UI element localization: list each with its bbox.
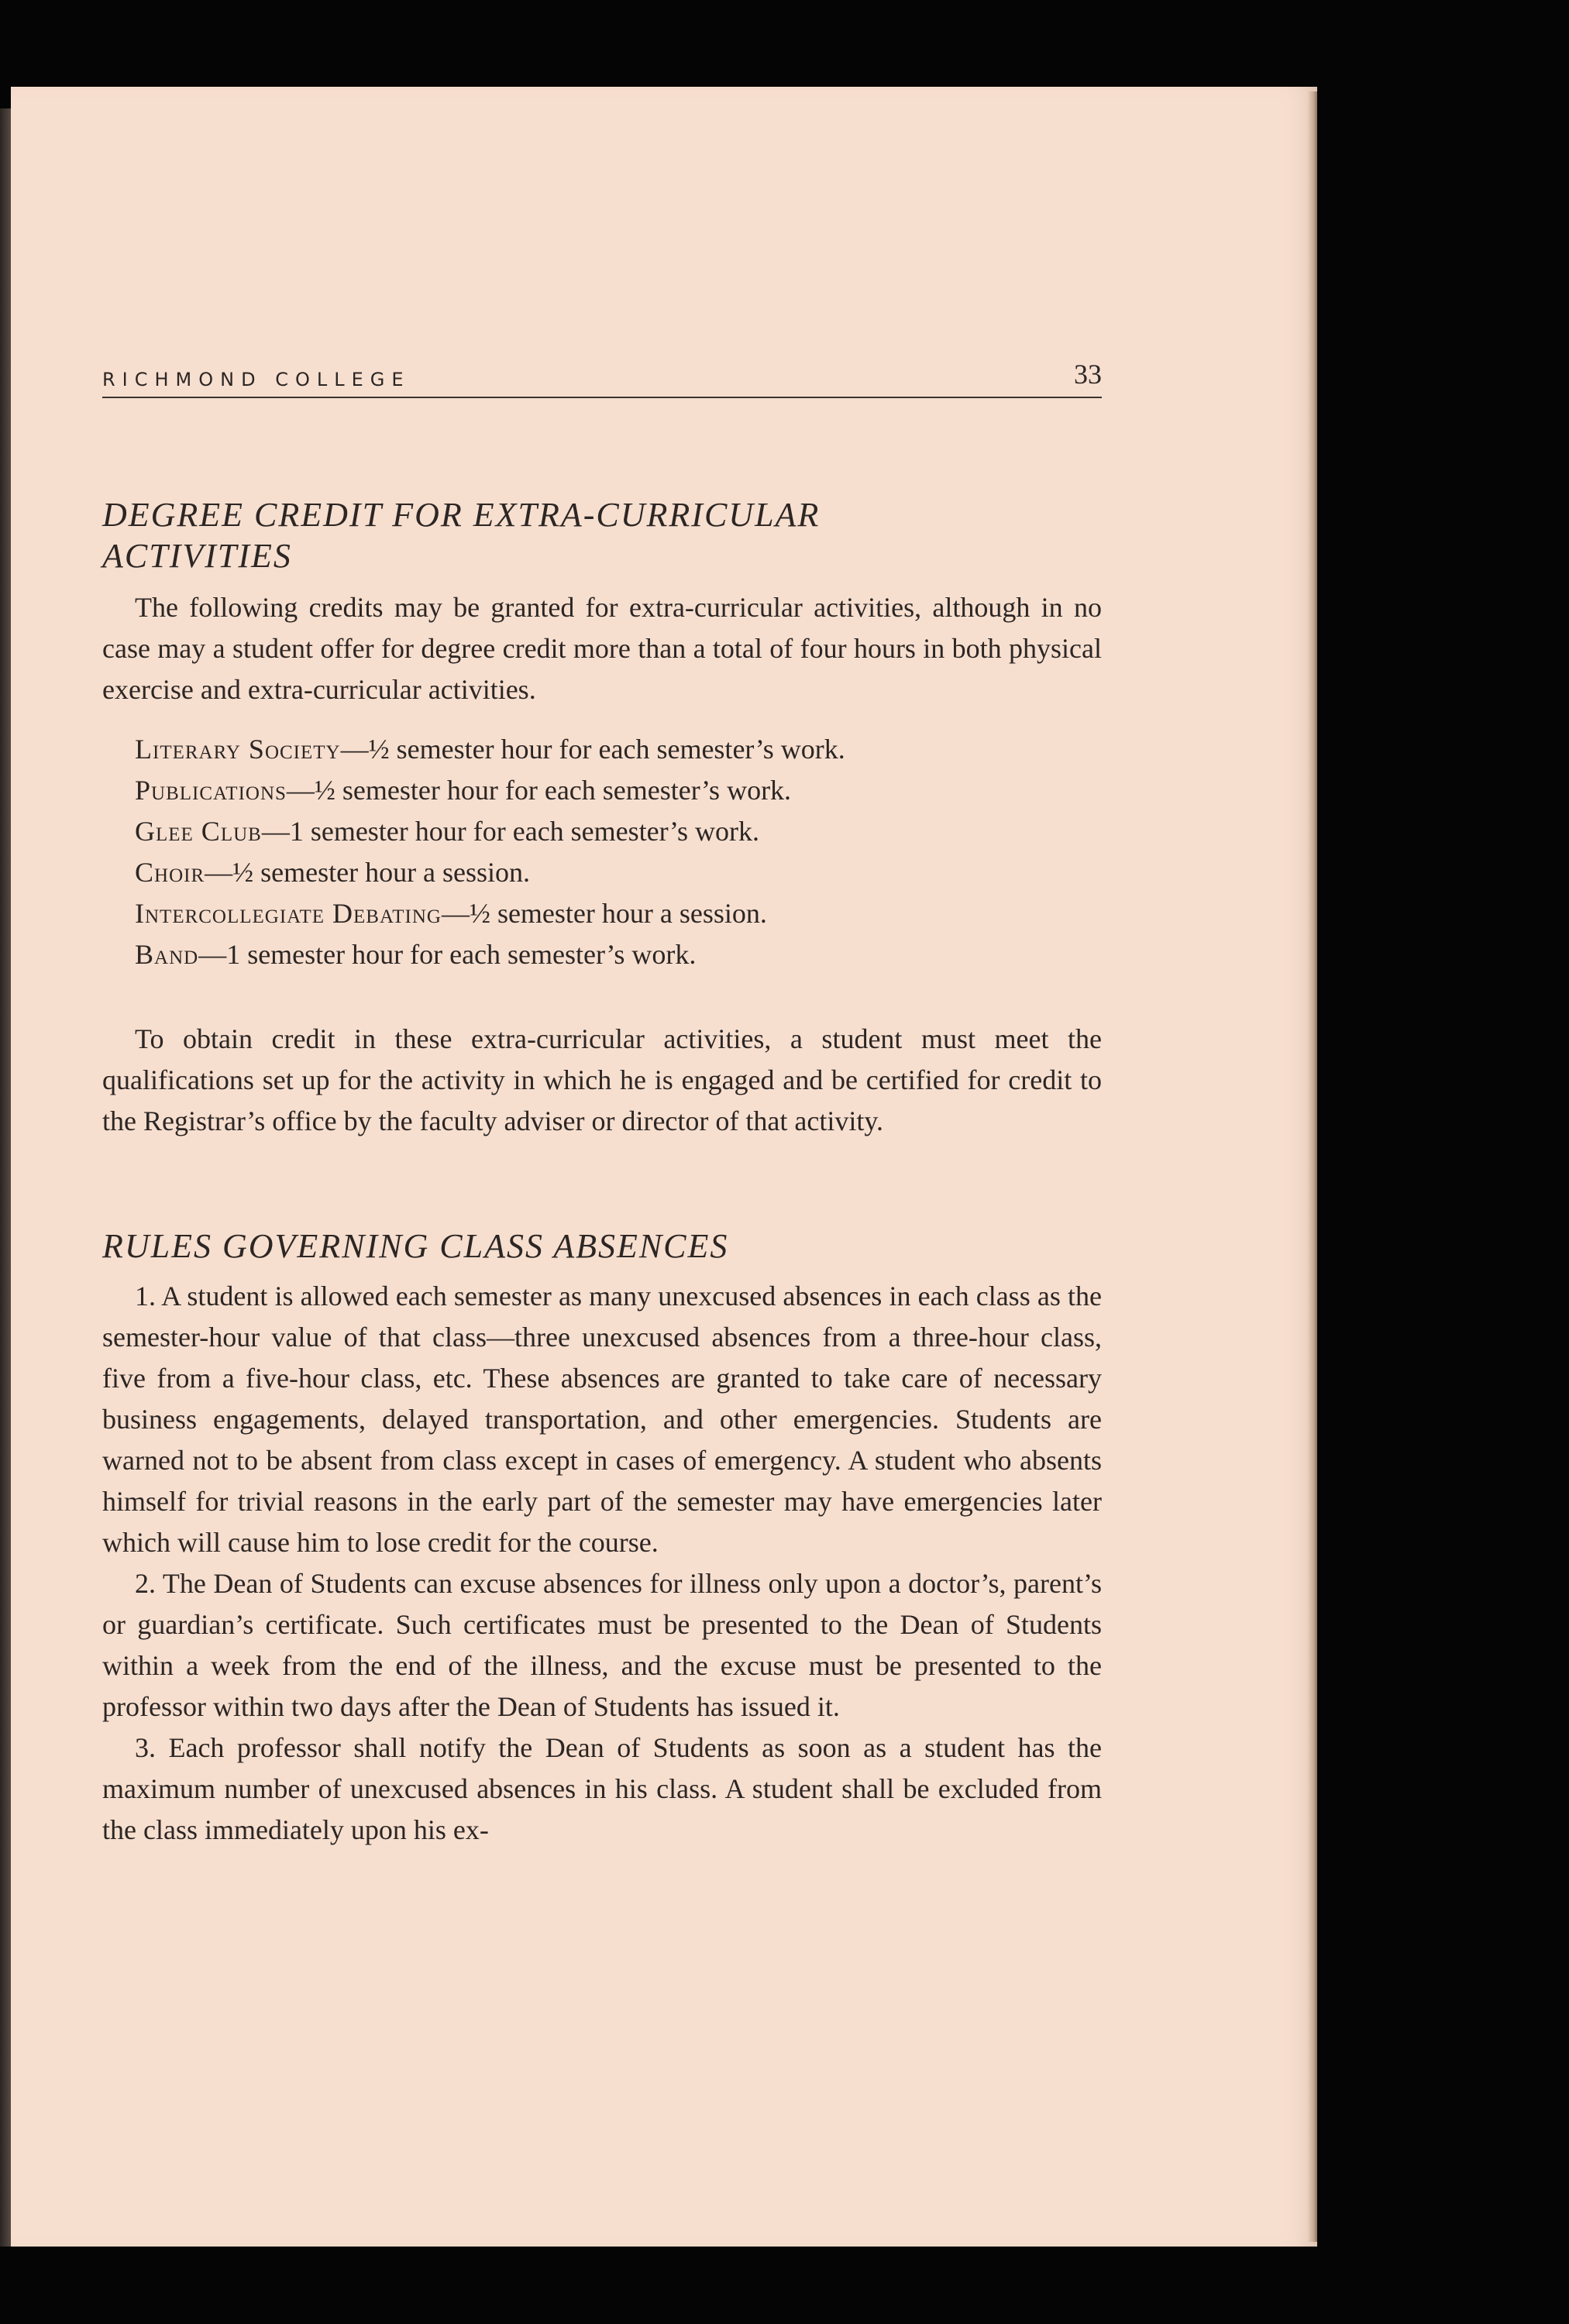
page-content bbox=[102, 358, 1102, 1851]
credit-item bbox=[135, 729, 1102, 770]
activity-name: Glee Club bbox=[135, 816, 262, 847]
activity-name: Publications bbox=[135, 775, 287, 806]
running-head bbox=[102, 358, 1102, 398]
credits-list bbox=[135, 729, 1102, 975]
activity-name: Band bbox=[135, 939, 199, 970]
page-number: 33 bbox=[1074, 359, 1102, 390]
credit-item bbox=[135, 852, 1102, 893]
section-spacer bbox=[102, 1142, 1102, 1226]
book-page bbox=[11, 87, 1317, 2247]
running-head-title: RICHMOND COLLEGE bbox=[102, 369, 411, 390]
section-heading-class-absences: RULES GOVERNING CLASS ABSENCES bbox=[102, 1227, 729, 1265]
credit-item bbox=[135, 893, 1102, 934]
credit-item bbox=[135, 770, 1102, 811]
activity-credit: —1 semester hour for each semester’s work. bbox=[198, 939, 697, 970]
page-edge-right bbox=[1308, 91, 1317, 2242]
activity-name: Literary Society bbox=[135, 734, 341, 765]
activity-credit: —½ semester hour for each semester’s work. bbox=[286, 775, 792, 806]
activity-credit: —½ semester hour a session. bbox=[205, 857, 531, 888]
section-intro-paragraph: The following credits may be granted for extra-curricular activities, although in no case may a student offer for degree credit more than a total of four hours in both physical exercise and extra-curricular activities. bbox=[102, 592, 1102, 705]
activity-credit: —1 semester hour for each semester’s work. bbox=[261, 816, 759, 847]
rule-paragraph-3: 3. Each professor shall notify the Dean of Students as soon as a student has the maximum number of unexcused absences in his class. A student shall be excluded from the class immediately upon his ex- bbox=[102, 1732, 1102, 1845]
credit-item bbox=[135, 811, 1102, 852]
rule-paragraph-2: 2. The Dean of Students can excuse absences for illness only upon a doctor’s, parent’s or guardian’s certificate. Such certificates must be presented to the Dean of Students within a week from the end of the illness, and the excuse must be presented to the professor within two days after the Dean of Students has issued it. bbox=[102, 1568, 1102, 1722]
rule-paragraph-1: 1. A student is allowed each semester as many unexcused absences in each class as the semester-hour value of that class—three unexcused absences from a three-hour class, five from a five-hour class, etc. These absences are granted to take care of necessary business engagements, delayed transportation, and other emergencies. Students are warned not to be absent from class except in cases of emergency. A student who absents himself for trivial reasons in the early part of the semester may have emergencies later which will cause him to lose credit for the course. bbox=[102, 1281, 1102, 1558]
activity-credit: —½ semester hour for each semester’s work. bbox=[340, 734, 845, 765]
section-heading-degree-credit: DEGREE CREDIT FOR EXTRA-CURRICULAR ACTIVITIES bbox=[102, 496, 821, 575]
credit-item bbox=[135, 934, 1102, 975]
section-closing-paragraph: To obtain credit in these extra-curricular activities, a student must meet the qualifications set up for the activity in which he is engaged and be certified for credit to the Registrar’s office by the faculty adviser or director of that activity. bbox=[102, 1023, 1102, 1136]
activity-name: Choir bbox=[135, 857, 205, 888]
activity-name: Intercollegiate Debating bbox=[135, 898, 442, 929]
activity-credit: —½ semester hour a session. bbox=[441, 898, 767, 929]
